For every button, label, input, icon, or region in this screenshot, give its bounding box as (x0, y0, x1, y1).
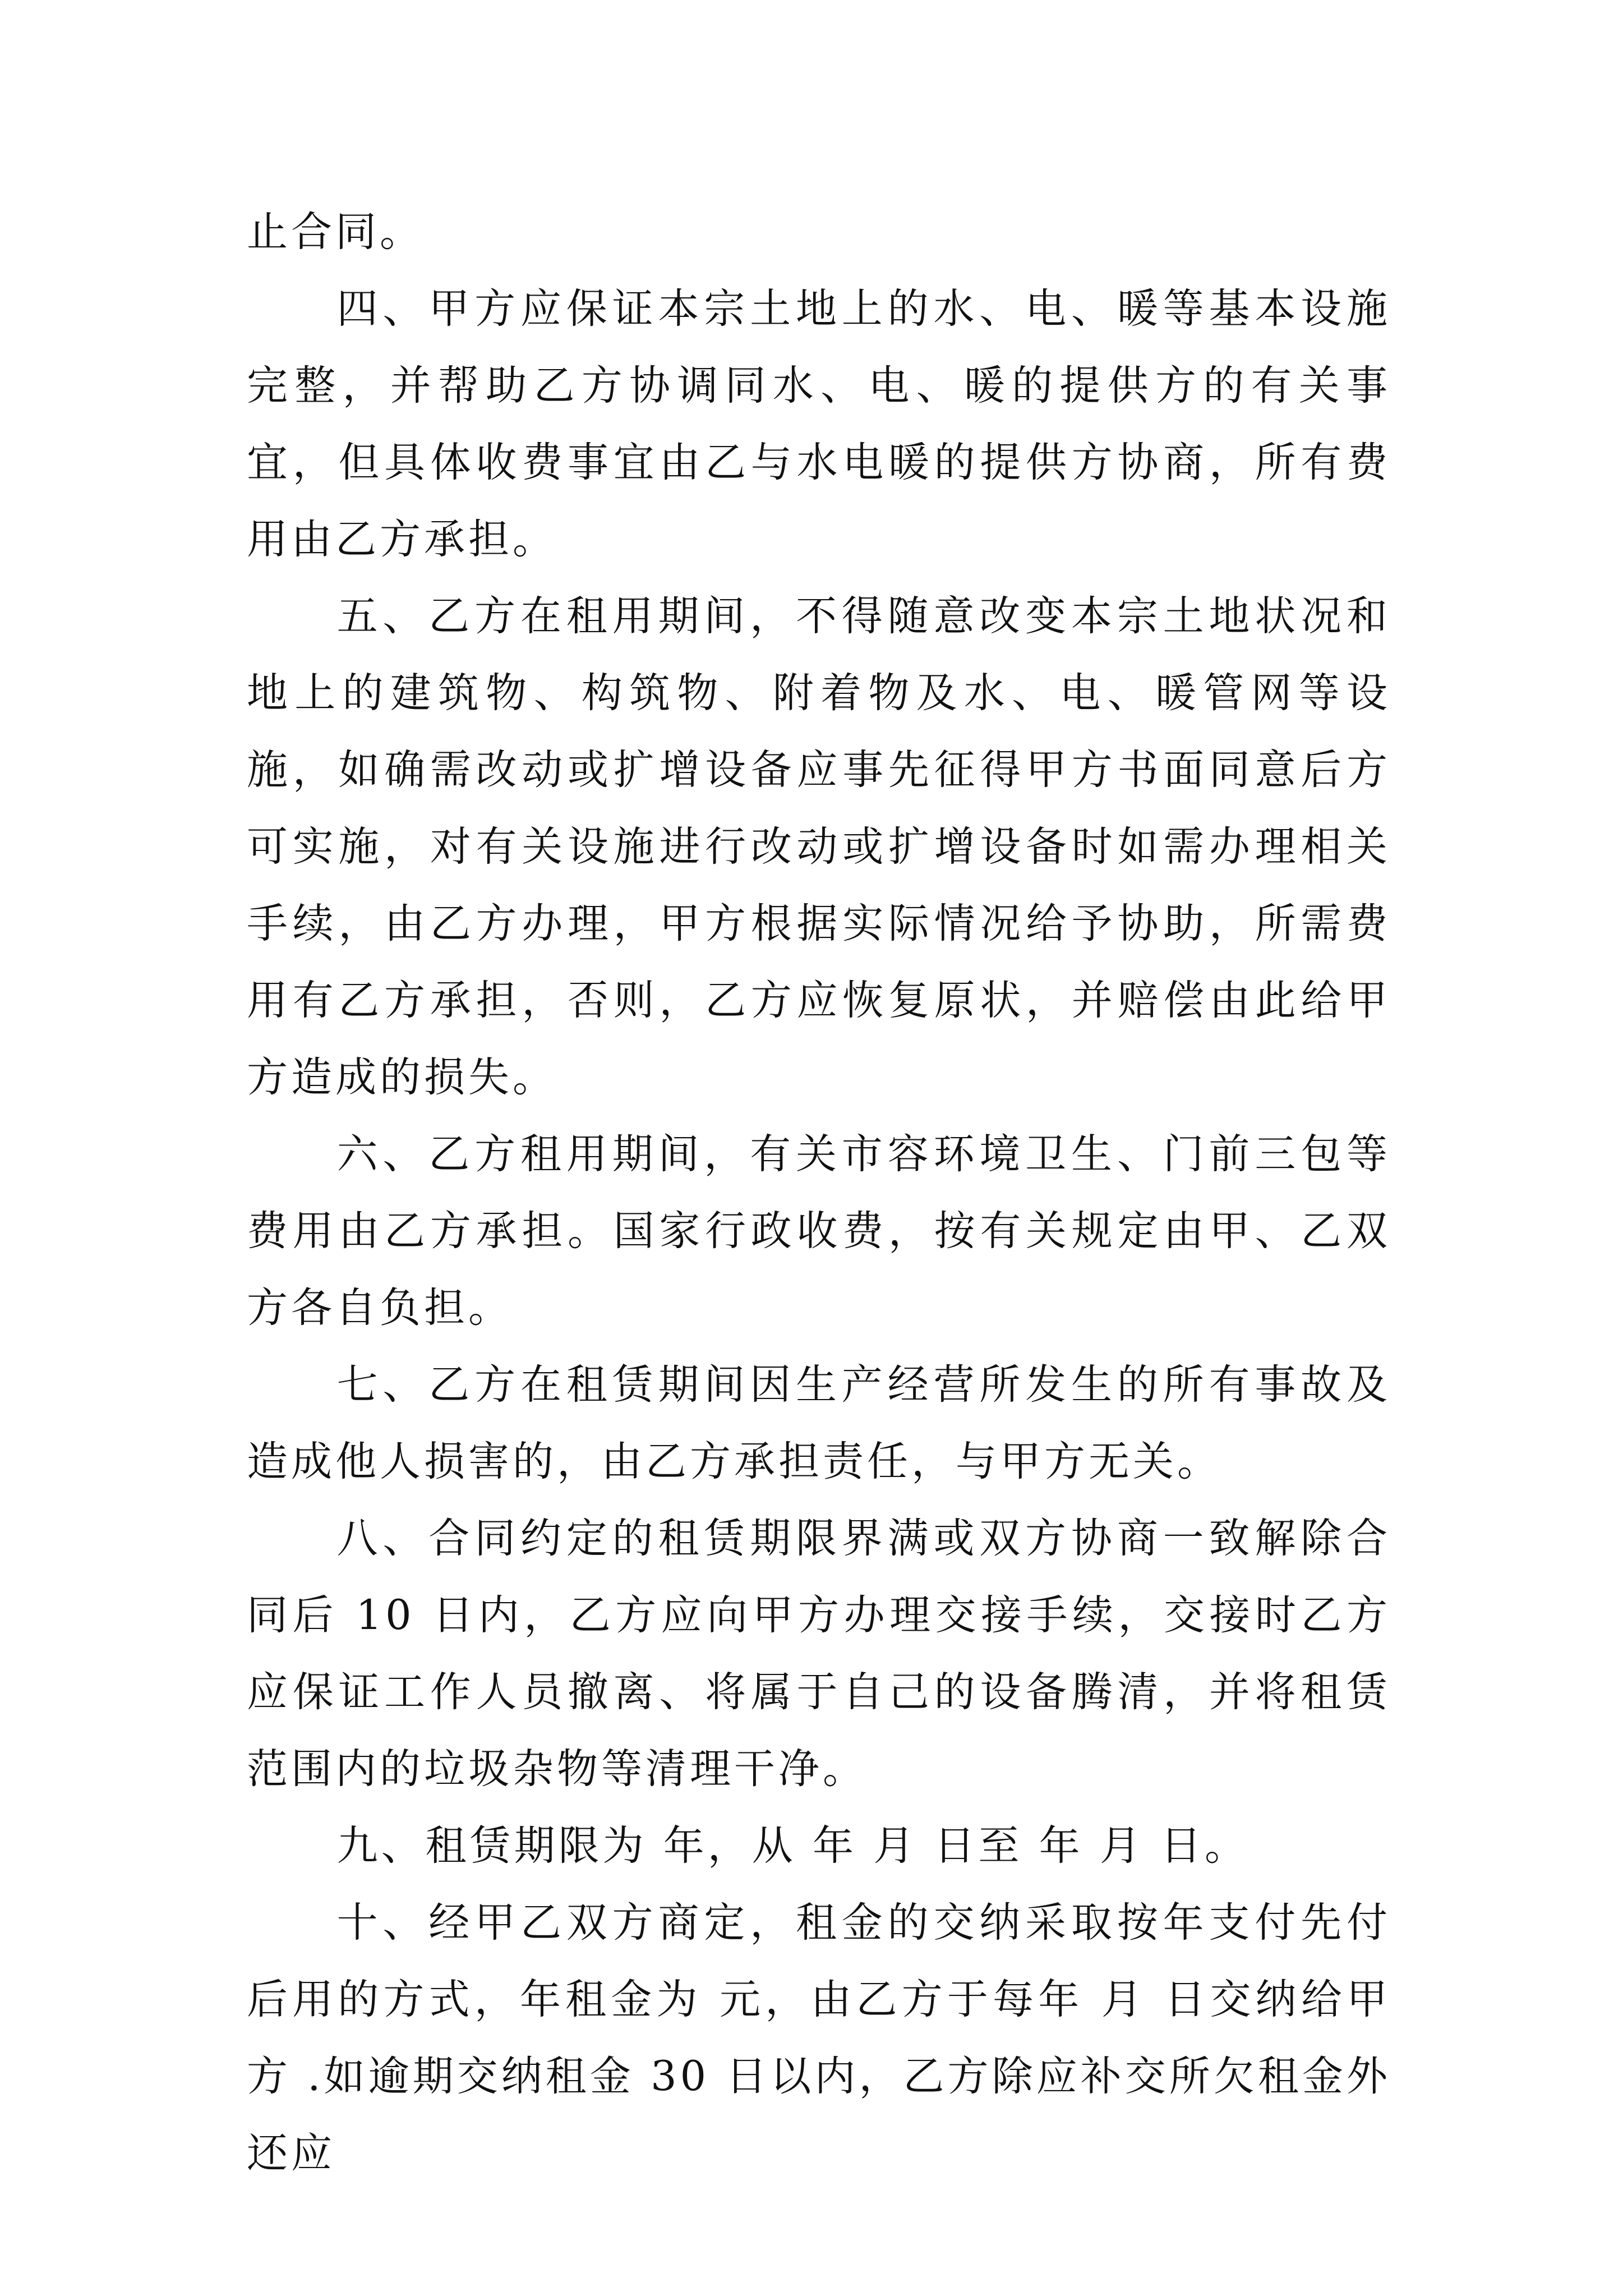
paragraph-clause-6: 六、乙方租用期间，有关市容环境卫生、门前三包等费用由乙方承担。国家行政收费，按有关规定由甲、乙双方各自负担。 (247, 1130, 1391, 1332)
paragraph-clause-7: 七、乙方在租赁期间因生产经营所发生的所有事故及造成他人损害的，由乙方承担责任，与甲方无关。 (247, 1361, 1391, 1485)
paragraph-clause-10: 十、经甲乙双方商定，租金的交纳采取按年支付先付后用的方式，年租金为 元，由乙方于每年 月 日交纳给甲方 .如逾期交纳租金 30 日以内，乙方除应补交所欠租金外还应 (247, 1899, 1391, 2177)
paragraph-clause-5: 五、乙方在租用期间，不得随意改变本宗土地状况和地上的建筑物、构筑物、附着物及水、电、暖管网等设施，如确需改动或扩增设备应事先征得甲方书面同意后方可实施，对有关设施进行改动或扩增设备时如需办理相关手续，由乙方办理，甲方根据实际情况给予协助，所需费用有乙方承担，否则，乙方应恢复原状，并赔偿由此给甲方造成的损失。 (247, 592, 1391, 1101)
paragraph-continuation: 止合同。 (247, 208, 424, 256)
paragraph-clause-9: 九、租赁期限为 年，从 年 月 日至 年 月 日。 (336, 1822, 1249, 1870)
paragraph-clause-4: 四、甲方应保证本宗土地上的水、电、暖等基本设施完整，并帮助乙方协调同水、电、暖的提供方的有关事宜，但具体收费事宜由乙与水电暖的提供方协商，所有费用由乙方承担。 (247, 285, 1391, 563)
document-body (247, 194, 1391, 2192)
paragraph-clause-8: 八、合同约定的租赁期限界满或双方协商一致解除合同后 10 日内，乙方应向甲方办理交接手续，交接时乙方应保证工作人员撤离、将属于自己的设备腾清，并将租赁范围内的垃圾杂物等清理干净。 (247, 1515, 1391, 1793)
